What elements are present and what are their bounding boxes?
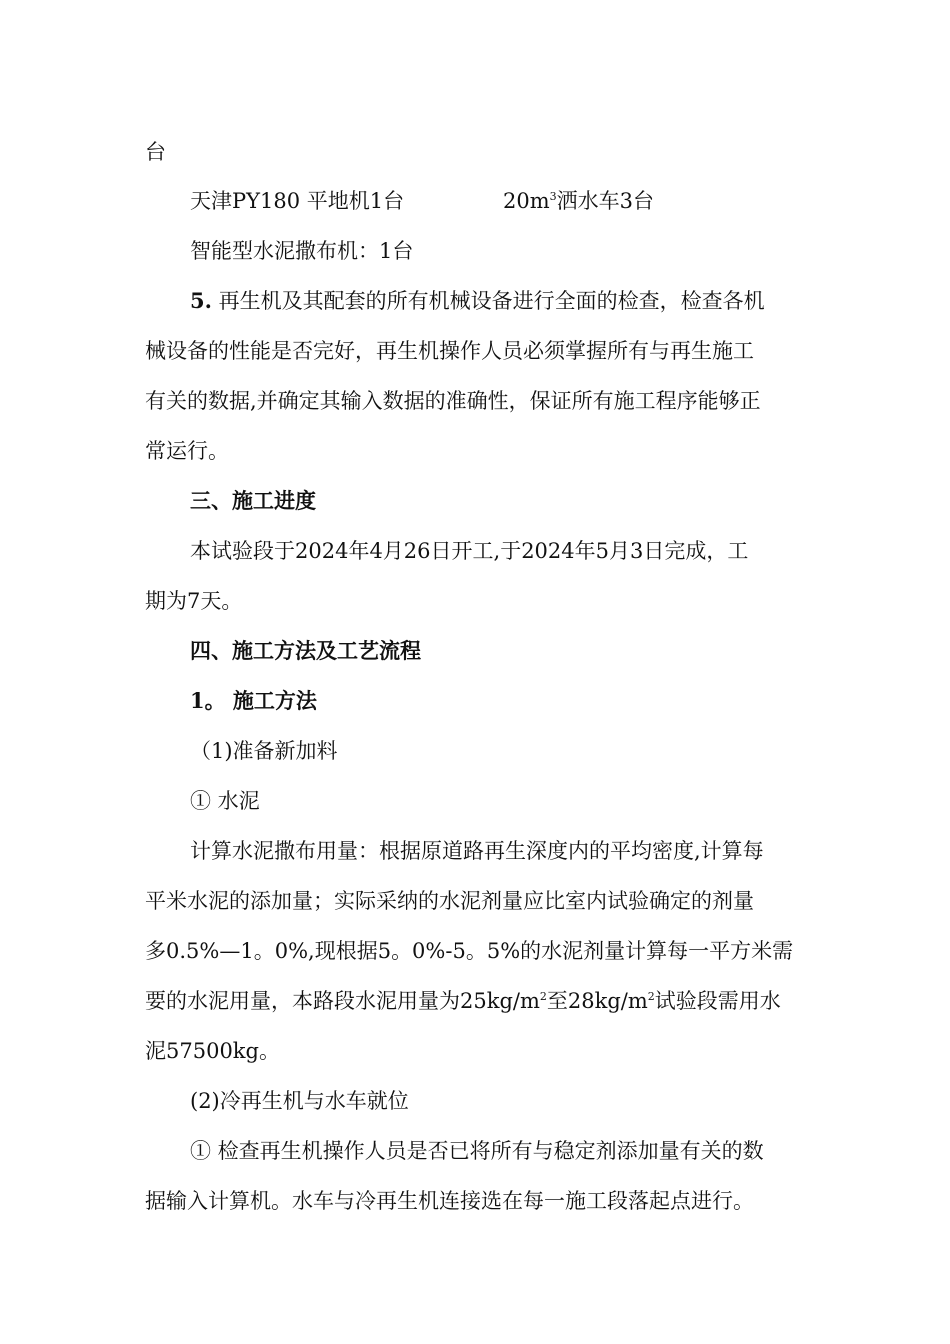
equipment-water-truck (503, 186, 654, 216)
paragraph-line: 本试验段于2024年4月26日开工,于2024年5月3日完成，工 (190, 539, 749, 563)
equipment-grader: 天津PY180 平地机1台 (190, 189, 405, 213)
section-heading-schedule: 三、施工进度 (190, 488, 316, 513)
paragraph-line: 计算水泥撒布用量：根据原道路再生深度内的平均密度,计算每 (190, 839, 764, 863)
equipment-cement-spreader: 智能型水泥撒布机：1台 (190, 239, 414, 263)
section-heading-method: 四、施工方法及工艺流程 (190, 638, 421, 663)
paragraph-line: ① 检查再生机操作人员是否已将所有与稳定剂添加量有关的数 (190, 1139, 764, 1163)
list-item-cement: ① 水泥 (190, 789, 260, 813)
paragraph-line: 多0.5%—1。0%,现根据5。0%-5。5%的水泥剂量计算每一平方米需 (145, 939, 794, 963)
paragraph-line: 常运行。 (145, 439, 229, 463)
item-number: 5. (190, 288, 212, 313)
water-truck-count: 洒水车3台 (556, 189, 655, 213)
text-span: 要的水泥用量，本路段水泥用量为25kg/m (145, 989, 540, 1013)
superscript-cubic: 3 (549, 190, 557, 203)
item-text: 再生机及其配套的所有机械设备进行全面的检查，检查各机 (211, 289, 765, 313)
paragraph-line: 有关的数据,并确定其输入数据的准确性，保证所有施工程序能够正 (145, 389, 761, 413)
paragraph-line: 据输入计算机。水车与冷再生机连接选在每一施工段落起点进行。 (145, 1189, 754, 1213)
superscript-square: 2 (539, 990, 547, 1003)
subsection-heading: 1。 施工方法 (190, 688, 317, 713)
paragraph-item-5 (190, 286, 765, 316)
superscript-square: 2 (647, 990, 655, 1003)
paragraph-line: 平米水泥的添加量；实际采纳的水泥剂量应比室内试验确定的剂量 (145, 889, 754, 913)
list-item-machine-positioning: (2)冷再生机与水车就位 (190, 1089, 409, 1113)
paragraph-line: 期为7天。 (145, 589, 243, 613)
paragraph-line (145, 986, 781, 1016)
text-span: 试验段需用水 (654, 989, 781, 1013)
list-item-prepare-material: （1)准备新加料 (190, 739, 338, 763)
water-truck-volume: 20m (503, 189, 550, 213)
paragraph-line: 械设备的性能是否完好，再生机操作人员必须掌握所有与再生施工 (145, 339, 754, 363)
text-span: 至28kg/m (546, 989, 648, 1013)
text-line-continuation: 台 (145, 140, 166, 164)
paragraph-line: 泥57500kg。 (145, 1039, 280, 1063)
